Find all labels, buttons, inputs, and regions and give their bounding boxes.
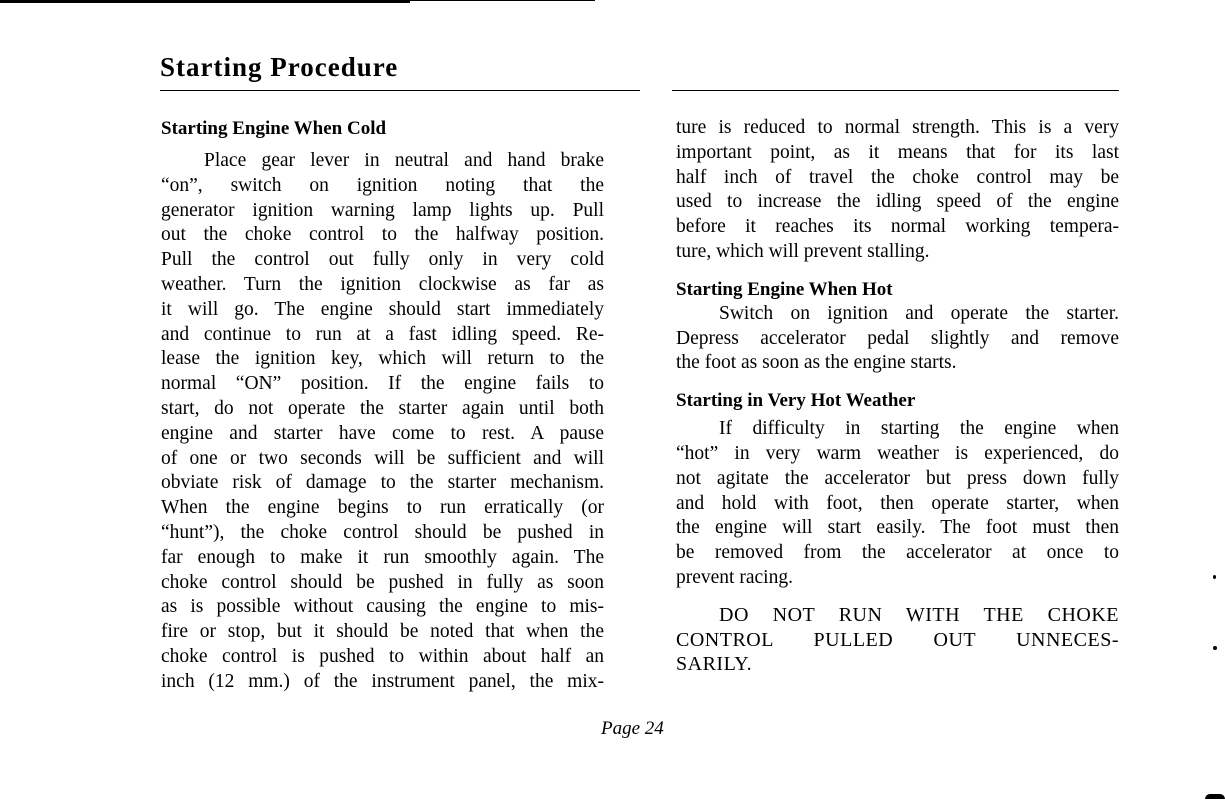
text-line: If difficulty in starting the engine when bbox=[719, 418, 1119, 440]
text-line: not agitate the accelerator but press down fully bbox=[676, 467, 1119, 489]
text-line: “on”, switch on ignition noting that the bbox=[161, 174, 604, 196]
text-line: When the engine begins to run erratically (or bbox=[161, 497, 604, 519]
text-line: start, do not operate the starter again until both bbox=[161, 397, 604, 419]
text-line: be removed from the accelerator at once to bbox=[676, 542, 1119, 564]
text-line: fire or stop, but it should be noted that when the bbox=[161, 621, 604, 643]
warning-line: CONTROL PULLED OUT UNNECES- bbox=[676, 628, 1119, 651]
text-line: used to increase the idling speed of the engine bbox=[676, 191, 1119, 213]
text-line: Depress accelerator pedal slightly and remove bbox=[676, 327, 1119, 349]
text-line: and hold with foot, then operate starter, when bbox=[676, 492, 1119, 514]
text-line: ture is reduced to normal strength. This is a very bbox=[676, 117, 1119, 138]
page-title: Starting Procedure bbox=[160, 52, 399, 82]
text-line: it will go. The engine should start immediately bbox=[161, 298, 604, 320]
text-line: Switch on ignition and operate the starter. bbox=[719, 302, 1119, 324]
text-line: Place gear lever in neutral and hand brake bbox=[204, 150, 604, 171]
text-line: out the choke control to the halfway position. bbox=[161, 224, 604, 246]
text-line: before it reaches its normal working tempera- bbox=[676, 216, 1119, 238]
continuation-paragraph bbox=[676, 116, 1119, 265]
page-number: Page 24 bbox=[601, 718, 664, 739]
title-divider bbox=[672, 90, 1119, 91]
title-divider bbox=[160, 90, 640, 91]
text-line: weather. Turn the ignition clockwise as far as bbox=[161, 273, 604, 295]
cold-paragraph bbox=[161, 149, 604, 695]
warning-line: DO NOT RUN WITH THE CHOKE bbox=[719, 603, 1119, 626]
text-line: lease the ignition key, which will return to the bbox=[161, 348, 604, 370]
text-line: the engine will start easily. The foot must then bbox=[676, 517, 1119, 539]
text-line: of one or two seconds will be sufficient and will bbox=[161, 447, 604, 469]
scan-speck bbox=[1213, 646, 1217, 650]
text-line: engine and starter have come to rest. A pause bbox=[161, 422, 604, 444]
scan-edge-blot bbox=[1205, 794, 1225, 799]
text-line: the foot as soon as the engine starts. bbox=[676, 352, 957, 374]
text-line: generator ignition warning lamp lights up. Pull bbox=[161, 199, 604, 221]
warning-paragraph bbox=[676, 603, 1119, 677]
hot-paragraph bbox=[676, 302, 1119, 376]
text-line: ture, which will prevent stalling. bbox=[676, 240, 930, 262]
text-line: “hot” in very warm weather is experienced, do bbox=[676, 442, 1119, 464]
scan-speck bbox=[1213, 575, 1216, 579]
left-column bbox=[161, 116, 604, 695]
text-line: as is possible without causing the engine to mis- bbox=[161, 596, 604, 618]
text-line: important point, as it means that for its last bbox=[676, 141, 1119, 163]
scan-edge-rule bbox=[0, 0, 410, 3]
right-column bbox=[676, 116, 1119, 677]
text-line: inch (12 mm.) of the instrument panel, the mix- bbox=[161, 670, 604, 692]
text-line: prevent racing. bbox=[676, 566, 793, 588]
text-line: far enough to make it run smoothly again. The bbox=[161, 546, 604, 568]
section-heading-cold: Starting Engine When Cold bbox=[161, 118, 387, 139]
text-line: obviate risk of damage to the starter mechanism. bbox=[161, 472, 604, 494]
text-line: “hunt”), the choke control should be pushed in bbox=[161, 521, 604, 543]
text-line: and continue to run at a fast idling speed. Re- bbox=[161, 323, 604, 345]
section-heading-very-hot: Starting in Very Hot Weather bbox=[676, 390, 916, 412]
text-line: normal “ON” position. If the engine fails to bbox=[161, 373, 604, 395]
warning-line: SARILY. bbox=[676, 653, 753, 676]
text-line: choke control is pushed to within about half an bbox=[161, 645, 604, 667]
text-line: half inch of travel the choke control may be bbox=[676, 166, 1119, 188]
very-hot-paragraph bbox=[676, 417, 1119, 591]
scan-edge-rule bbox=[410, 0, 595, 1]
text-line: choke control should be pushed in fully as soon bbox=[161, 571, 604, 593]
section-heading-hot: Starting Engine When Hot bbox=[676, 278, 893, 300]
text-line: Pull the control out fully only in very cold bbox=[161, 249, 604, 271]
